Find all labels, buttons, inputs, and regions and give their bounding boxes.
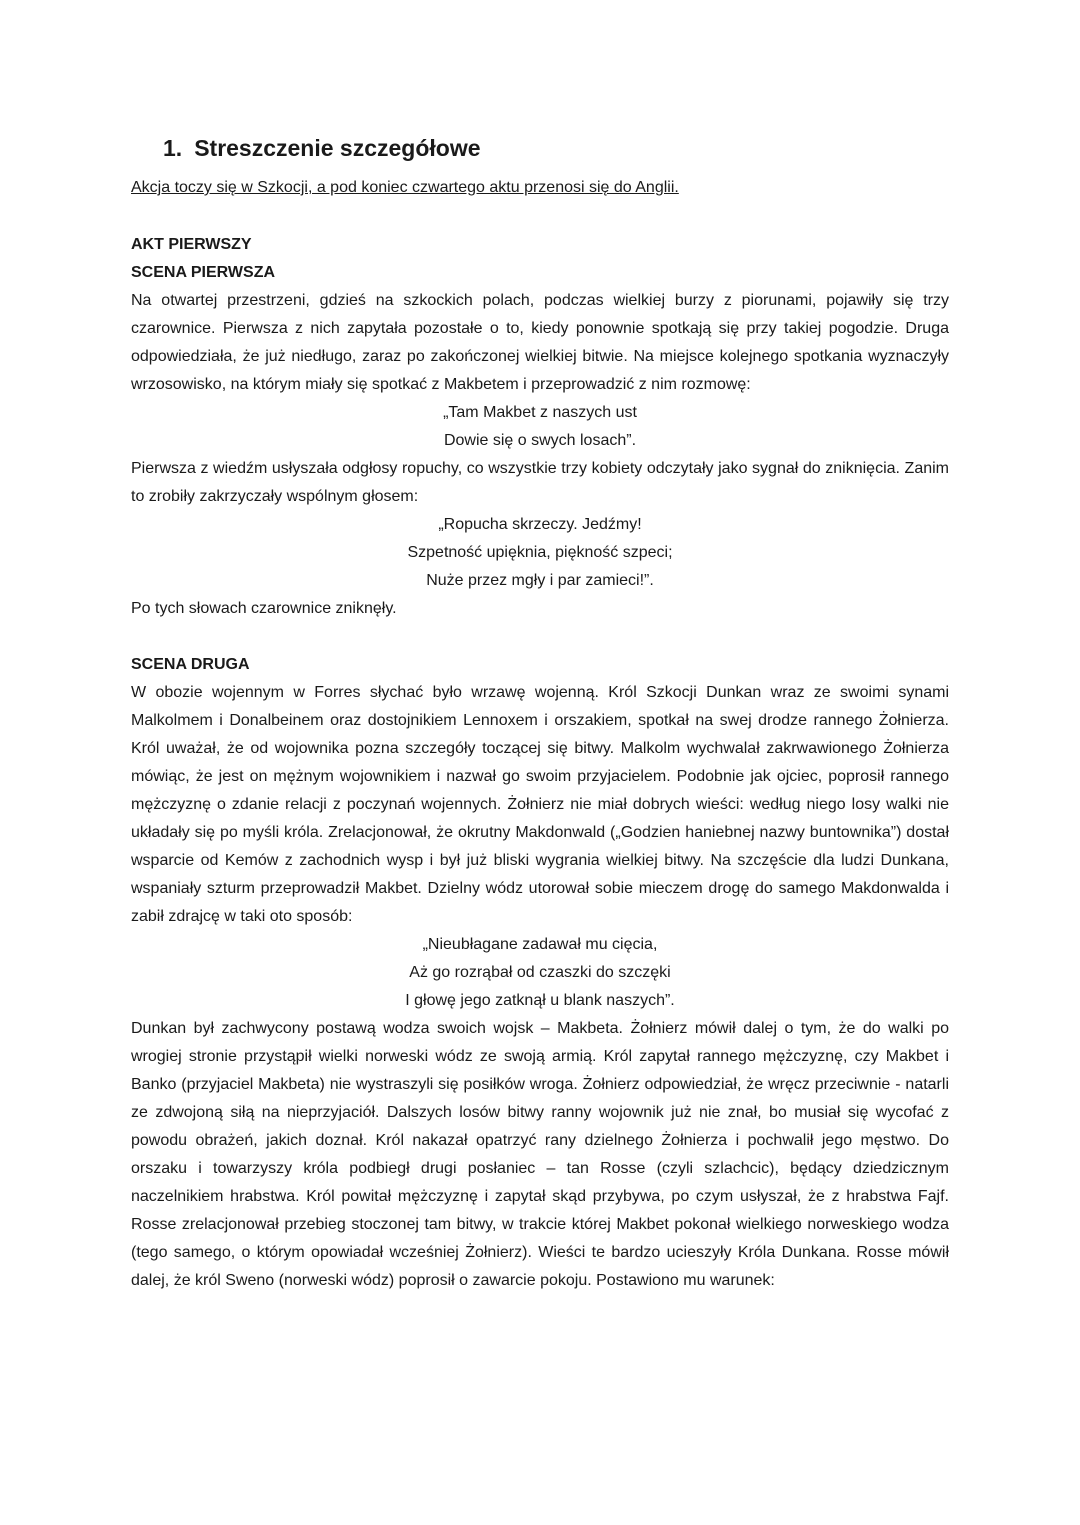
verse-line: „Ropucha skrzeczy. Jedźmy! [438,516,642,533]
verse-line: Aż go rozrąbał od czaszki do szczęki [409,964,671,981]
heading-number: 1. [163,135,183,161]
section-heading [163,131,949,165]
verse-line: „Tam Makbet z naszych ust [443,404,637,421]
heading-title: Streszczenie szczegółowe [194,135,481,161]
paragraph: Pierwsza z wiedźm usłyszała odgłosy ropuchy, co wszystkie trzy kobiety odczytały jako sygnał do zniknięcia. Zanim to zrobiły zakrzyczały wspólnym głosem: [131,460,949,505]
verse-line: I głowę jego zatknął u blank naszych”. [405,992,675,1009]
paragraph: W obozie wojennym w Forres słychać było wrzawę wojenną. Król Szkocji Dunkan wraz ze swoimi synami Malkolmem i Donalbeinem oraz dostojnikiem Lennoxem i orszakiem, spotkał na swej drodze rannego Żołnierza. Król uważał, że od wojownika pozna szczegóły toczącej się bitwy. Malkolm wychwalał zakrwawionego Żołnierza mówiąc, że jest on mężnym wojownikiem i nazwał go swoim przyjacielem. Podobnie jak ojciec, poprosił rannego mężczyznę o zdanie relacji z poczynań wojennych. Żołnierz nie miał dobrych wieści: według niego losy walki nie układały się po myśli króla. Zrelacjonował, że okrutny Makdonwald („Godzien haniebnej nazwy buntownika”) dostał wsparcie od Kemów z zachodnich wysp i był już bliski wygrania wielkiej bitwy. Na szczęście dla ludzi Dunkana, wspaniały szturm przeprowadził Makbet. Dzielny wódz utorował sobie mieczem drogę do samego Makdonwalda i zabił zdrajcę w taki oto sposób: [131,684,949,925]
act-label: AKT PIERWSZY [131,236,252,253]
document-content [131,131,949,1295]
verse-line: Nuże przez mgły i par zamieci!”. [426,572,654,589]
paragraph: Na otwartej przestrzeni, gdzieś na szkockich polach, podczas wielkiej burzy z piorunami, pojawiły się trzy czarownice. Pierwsza z nich zapytała pozostałe o to, kiedy ponownie spotkają się przy takiej pogodzie. Druga odpowiedziała, że już niedługo, zaraz po zakończonej wielkiej bitwie. Na miejsce kolejnego spotkania wyznaczyły wrzosowisko, na którym miały się spotkać z Makbetem i przeprowadzić z nim rozmowę: [131,292,949,393]
setting-note: Akcja toczy się w Szkocji, a pod koniec czwartego aktu przenosi się do Anglii. [131,179,679,196]
scene-label-1: SCENA PIERWSZA [131,264,276,281]
verse-line: Dowie się o swych losach”. [443,432,637,449]
paragraph: Dunkan był zachwycony postawą wodza swoich wojsk – Makbeta. Żołnierz mówił dalej o tym, że do walki po wrogiej stronie przystąpił wielki norweski wódz ze swoją armią. Król zapytał rannego mężczyznę, czy Makbet i Banko (przyjaciel Makbeta) nie wystraszyli się posiłków wroga. Żołnierz odpowiedział, że wręcz przeciwnie - natarli ze zdwojoną siłą na nieprzyjaciół. Dalszych losów bitwy ranny wojownik już nie znał, bo musiał się wycofać z powodu obrażeń, jakich doznał. Król nakazał opatrzyć rany dzielnego Żołnierza i pochwalił jego męstwo. Do orszaku i towarzyszy króla podbiegł drugi posłaniec – tan Rosse (czyli szlachcic), będący dziedzicznym naczelnikiem hrabstwa. Król powitał mężczyznę i zapytał skąd przybywa, po czym usłyszał, że z hrabstwa Fajf. Rosse zrelacjonował przebieg stoczonej tam bitwy, w trakcie której Makbet pokonał wielkiego norweskiego wodza (tego samego, o którym opowiadał wcześniej Żołnierz). Wieści te bardzo ucieszyły Króla Dunkana. Rosse mówił dalej, że król Sweno (norweski wódz) poprosił o zawarcie pokoju. Postawiono mu warunek: [131,1020,949,1289]
paragraph: Po tych słowach czarownice zniknęły. [131,600,397,617]
verse-line: Szpetność upięknia, piękność szpeci; [407,544,673,561]
scene-label-2: SCENA DRUGA [131,656,250,673]
verse-line: „Nieubłagane zadawał mu cięcia, [422,936,658,953]
